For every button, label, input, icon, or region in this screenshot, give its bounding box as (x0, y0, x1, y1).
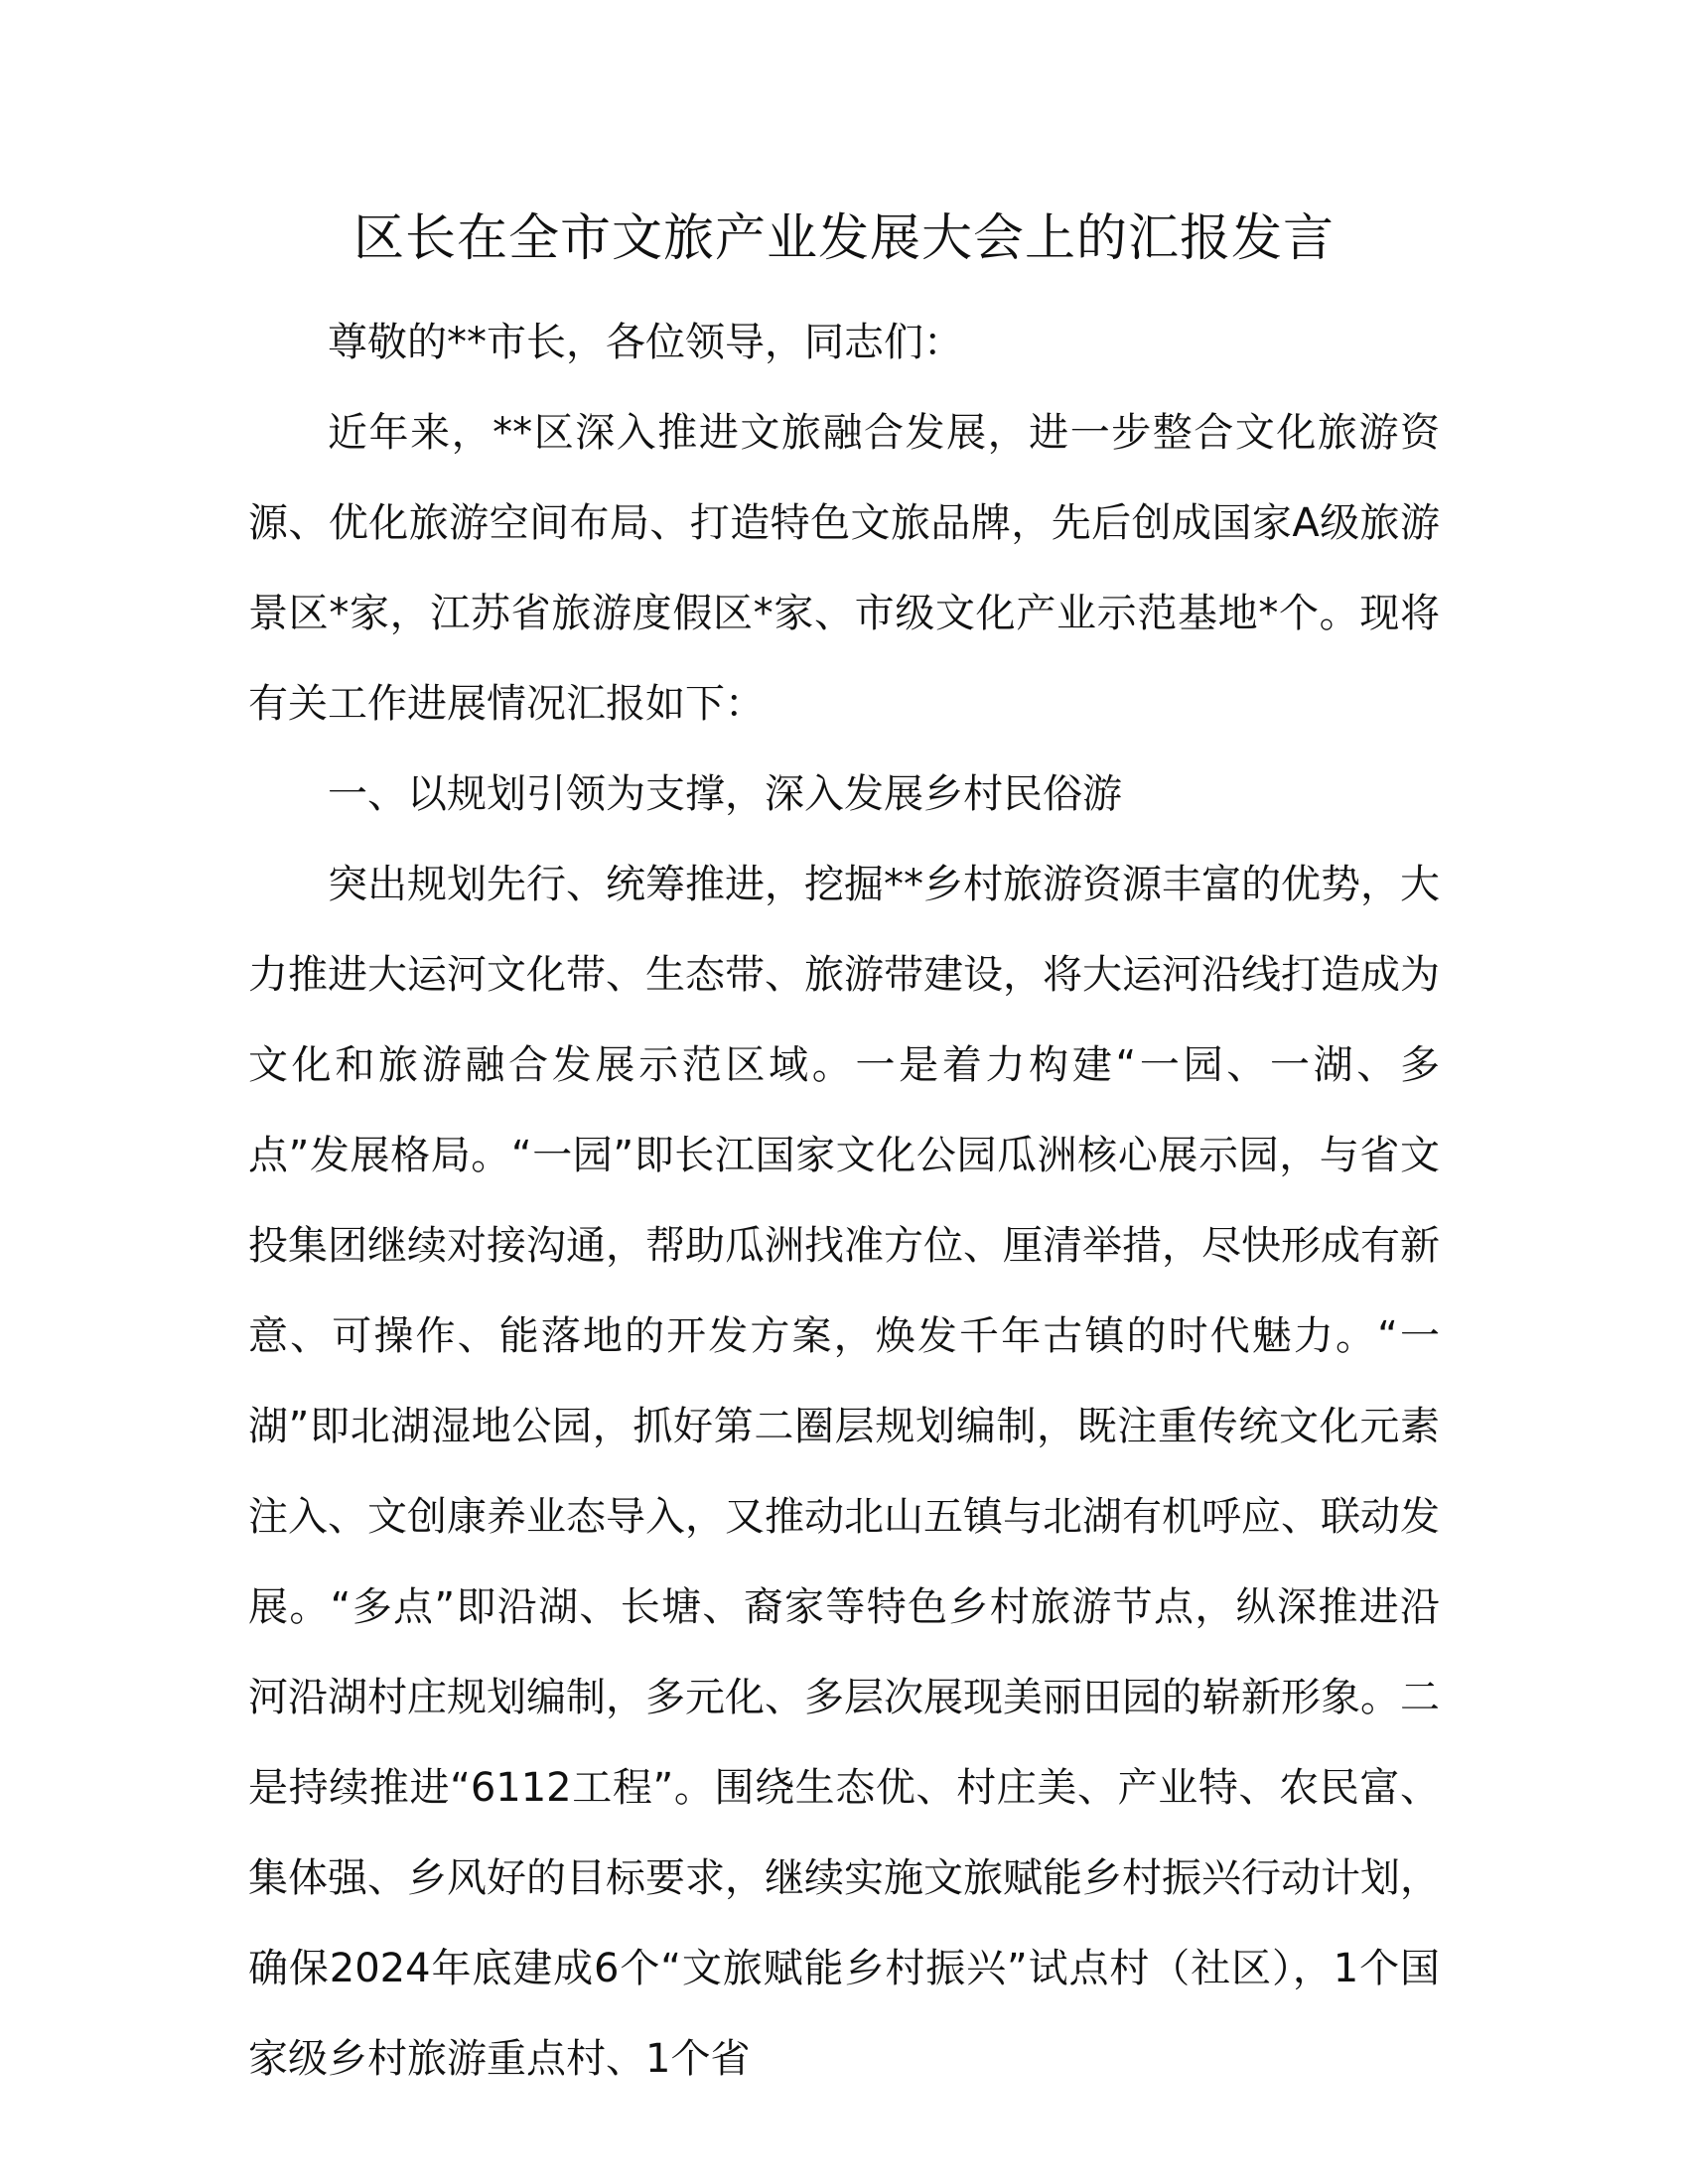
intro-paragraph: 近年来，**区深入推进文旅融合发展，进一步整合文化旅游资源、优化旅游空间布局、打造特色文旅品牌，先后创成国家A级旅游景区*家，江苏省旅游度假区*家、市级文化产业示范基地*个。现将有关工作进展情况汇报如下： (248, 410, 1440, 727)
section-heading: 一、以规划引领为支撑，深入发展乡村民俗游 (328, 771, 1122, 817)
document-title: 区长在全市文旅产业发展大会上的汇报发言 (352, 209, 1335, 268)
salutation-paragraph: 尊敬的**市长，各位领导，同志们： (328, 320, 963, 365)
document-body (248, 298, 1440, 2105)
section-body-paragraph: 突出规划先行、统筹推进，挖掘**乡村旅游资源丰富的优势，大力推进大运河文化带、生态带、旅游带建设，将大运河沿线打造成为文化和旅游融合发展示范区域。一是着力构建“一园、一湖、多点”发展格局。“一园”即长江国家文化公园瓜洲核心展示园，与省文投集团继续对接沟通，帮助瓜洲找准方位、厘清举措，尽快形成有新意、可操作、能落地的开发方案，焕发千年古镇的时代魅力。“一湖”即北湖湿地公园，抓好第二圈层规划编制，既注重传统文化元素注入、文创康养业态导入，又推动北山五镇与北湖有机呼应、联动发展。“多点”即沿湖、长塘、裔家等特色乡村旅游节点，纵深推进沿河沿湖村庄规划编制，多元化、多层次展现美丽田园的崭新形象。二是持续推进“6112工程”。围绕生态优、村庄美、产业特、农民富、集体强、乡风好的目标要求，继续实施文旅赋能乡村振兴行动计划，确保2024年底建成6个“文旅赋能乡村振兴”试点村（社区），1个国家级乡村旅游重点村、1个省 (248, 862, 1440, 2082)
